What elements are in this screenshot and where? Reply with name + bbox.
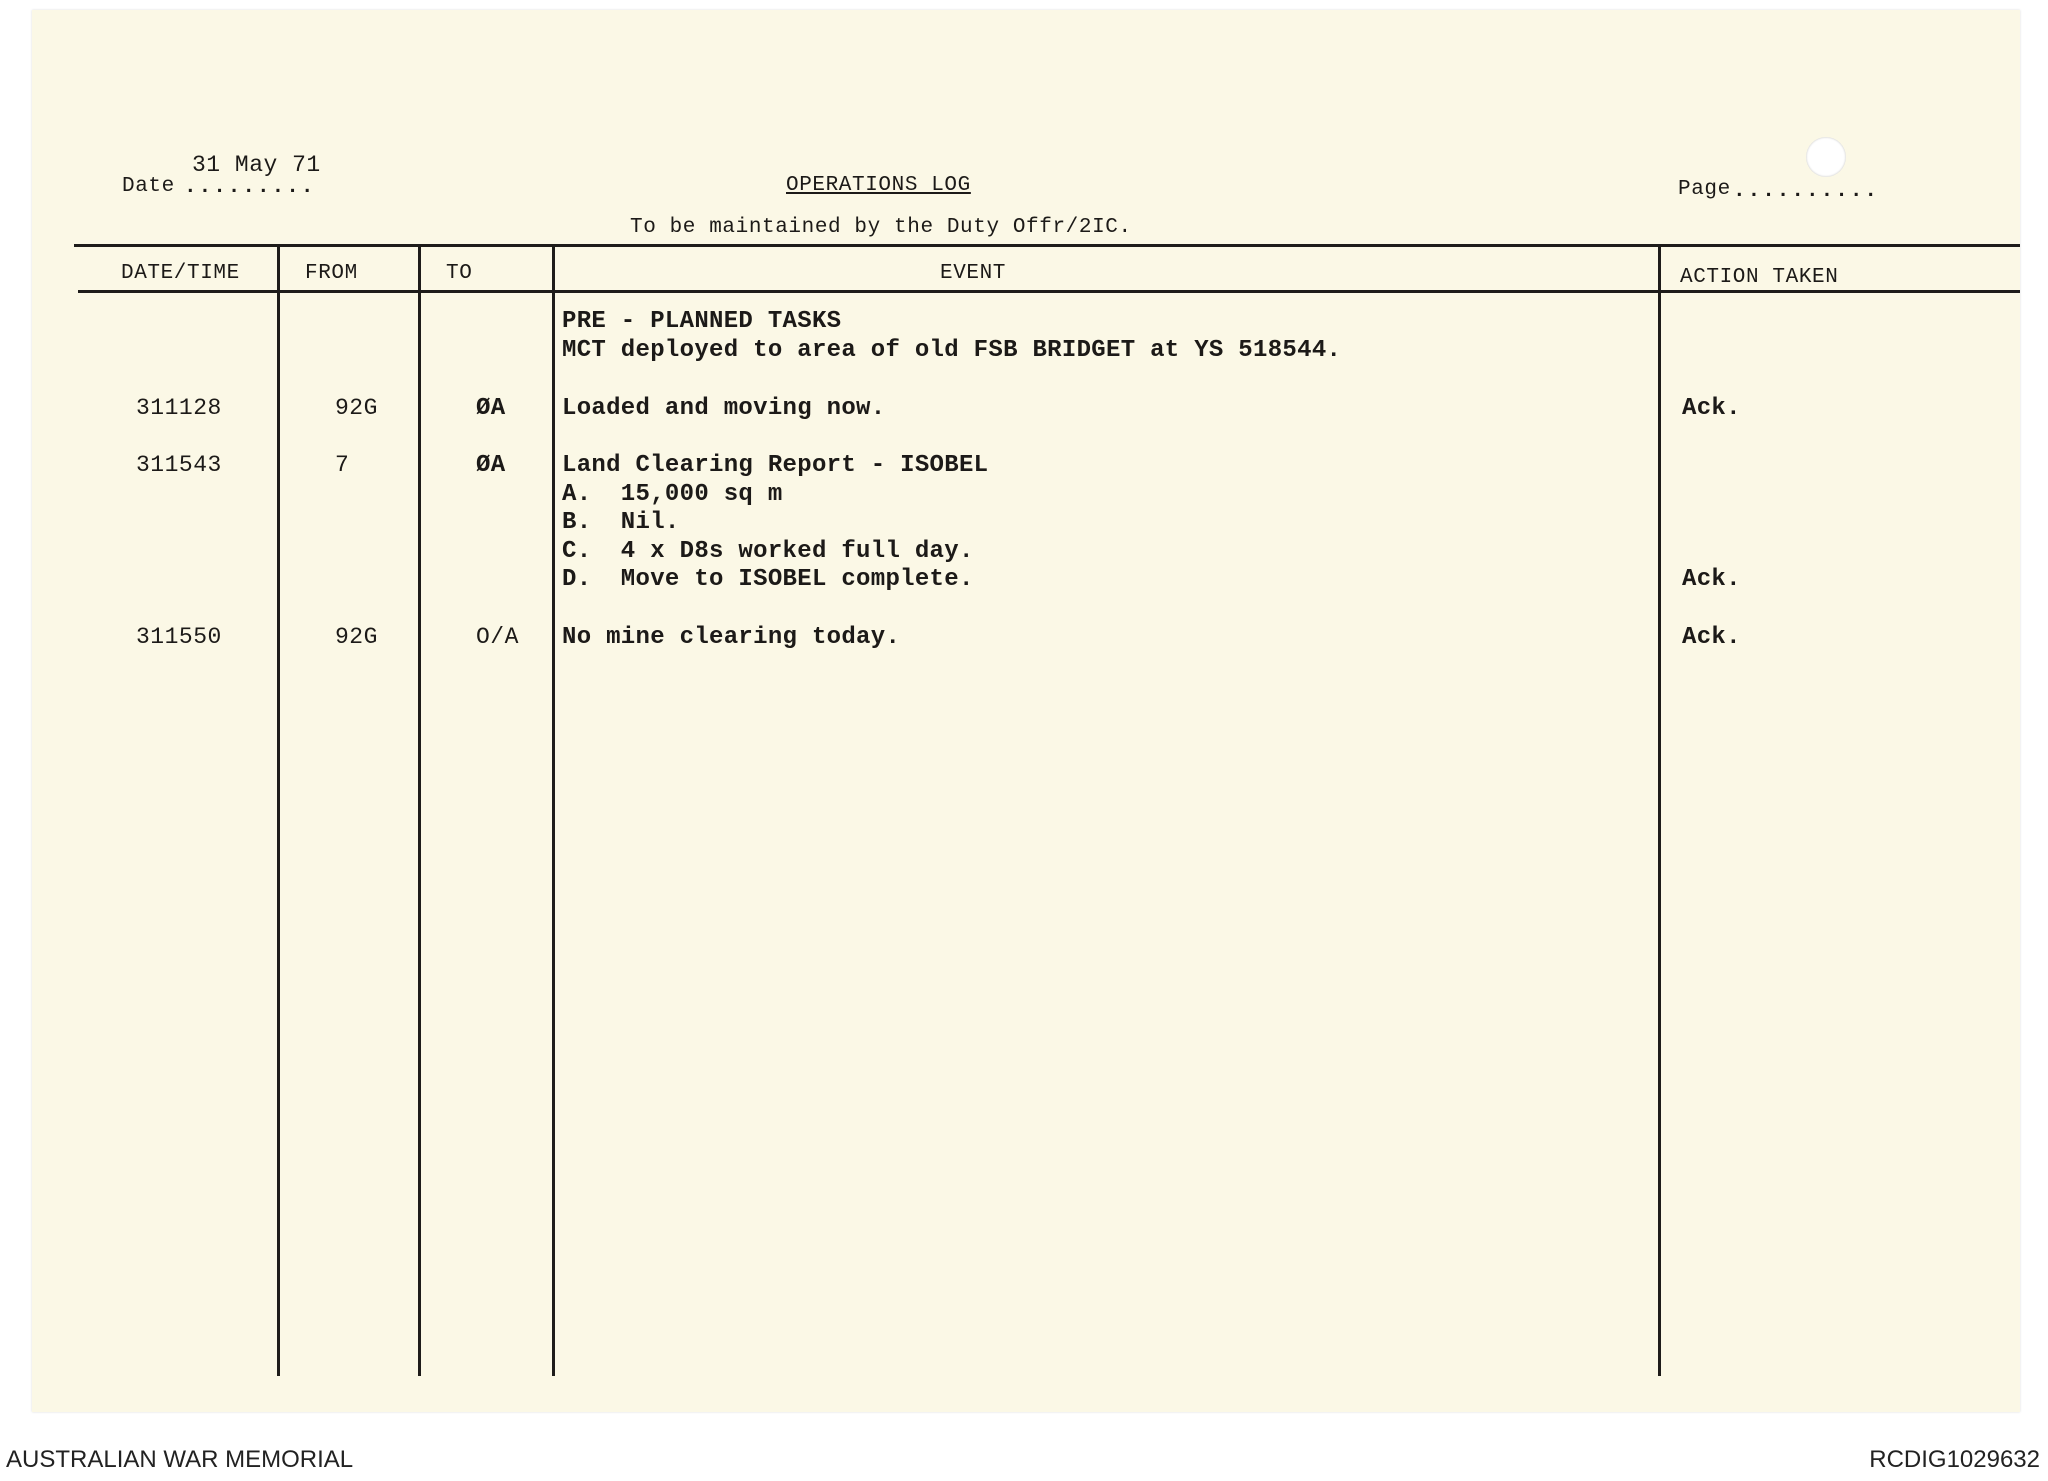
entry-3-event: No mine clearing today.: [562, 624, 901, 651]
page-label: Page: [1678, 178, 1731, 201]
footer-right: RCDIG1029632: [1869, 1446, 2040, 1473]
entry-2-from: 7: [335, 452, 350, 478]
date-value: 31 May 71: [192, 152, 321, 178]
footer-left: AUSTRALIAN WAR MEMORIAL: [6, 1446, 354, 1473]
preplanned-heading: PRE - PLANNED TASKS: [562, 308, 842, 335]
column-divider-2: [418, 246, 421, 1376]
log-title: OPERATIONS LOG: [786, 174, 971, 197]
date-label: Date: [122, 175, 175, 198]
entry-1-datetime: 311128: [136, 395, 222, 421]
entry-2-event-line-1: Land Clearing Report - ISOBEL: [562, 452, 989, 479]
entry-3-to: O/A: [476, 624, 519, 650]
entry-3-action: Ack.: [1682, 624, 1741, 651]
entry-2-event-line-4: C. 4 x D8s worked full day.: [562, 538, 974, 565]
column-divider-3: [552, 246, 555, 1376]
entry-1-event: Loaded and moving now.: [562, 395, 886, 422]
col-header-to: TO: [446, 262, 473, 285]
table-top-rule: [74, 244, 2020, 247]
entry-1-to: ØA: [476, 395, 506, 422]
entry-3-datetime: 311550: [136, 624, 222, 650]
entry-2-event-line-3: B. Nil.: [562, 509, 680, 536]
log-subtitle: To be maintained by the Duty Offr/2IC.: [630, 216, 1132, 239]
col-header-action: ACTION TAKEN: [1680, 266, 1839, 289]
column-divider-4: [1658, 246, 1661, 1376]
entry-1-action: Ack.: [1682, 395, 1741, 422]
page-dots: ..........: [1733, 180, 1880, 203]
entry-2-event-line-2: A. 15,000 sq m: [562, 481, 783, 508]
entry-3-from: 92G: [335, 624, 378, 650]
table-header-rule: [78, 290, 2020, 293]
col-header-event: EVENT: [940, 262, 1007, 285]
punch-hole: [1806, 137, 1846, 177]
preplanned-text: MCT deployed to area of old FSB BRIDGET at YS 518544.: [562, 337, 1342, 364]
column-divider-1: [277, 246, 280, 1376]
entry-2-action: Ack.: [1682, 566, 1741, 593]
entry-2-event-line-5: D. Move to ISOBEL complete.: [562, 566, 974, 593]
date-dots: .........: [184, 176, 316, 199]
entry-2-to: ØA: [476, 452, 506, 479]
col-header-datetime: DATE/TIME: [121, 262, 240, 285]
col-header-from: FROM: [305, 262, 358, 285]
entry-2-datetime: 311543: [136, 452, 222, 478]
entry-1-from: 92G: [335, 395, 378, 421]
